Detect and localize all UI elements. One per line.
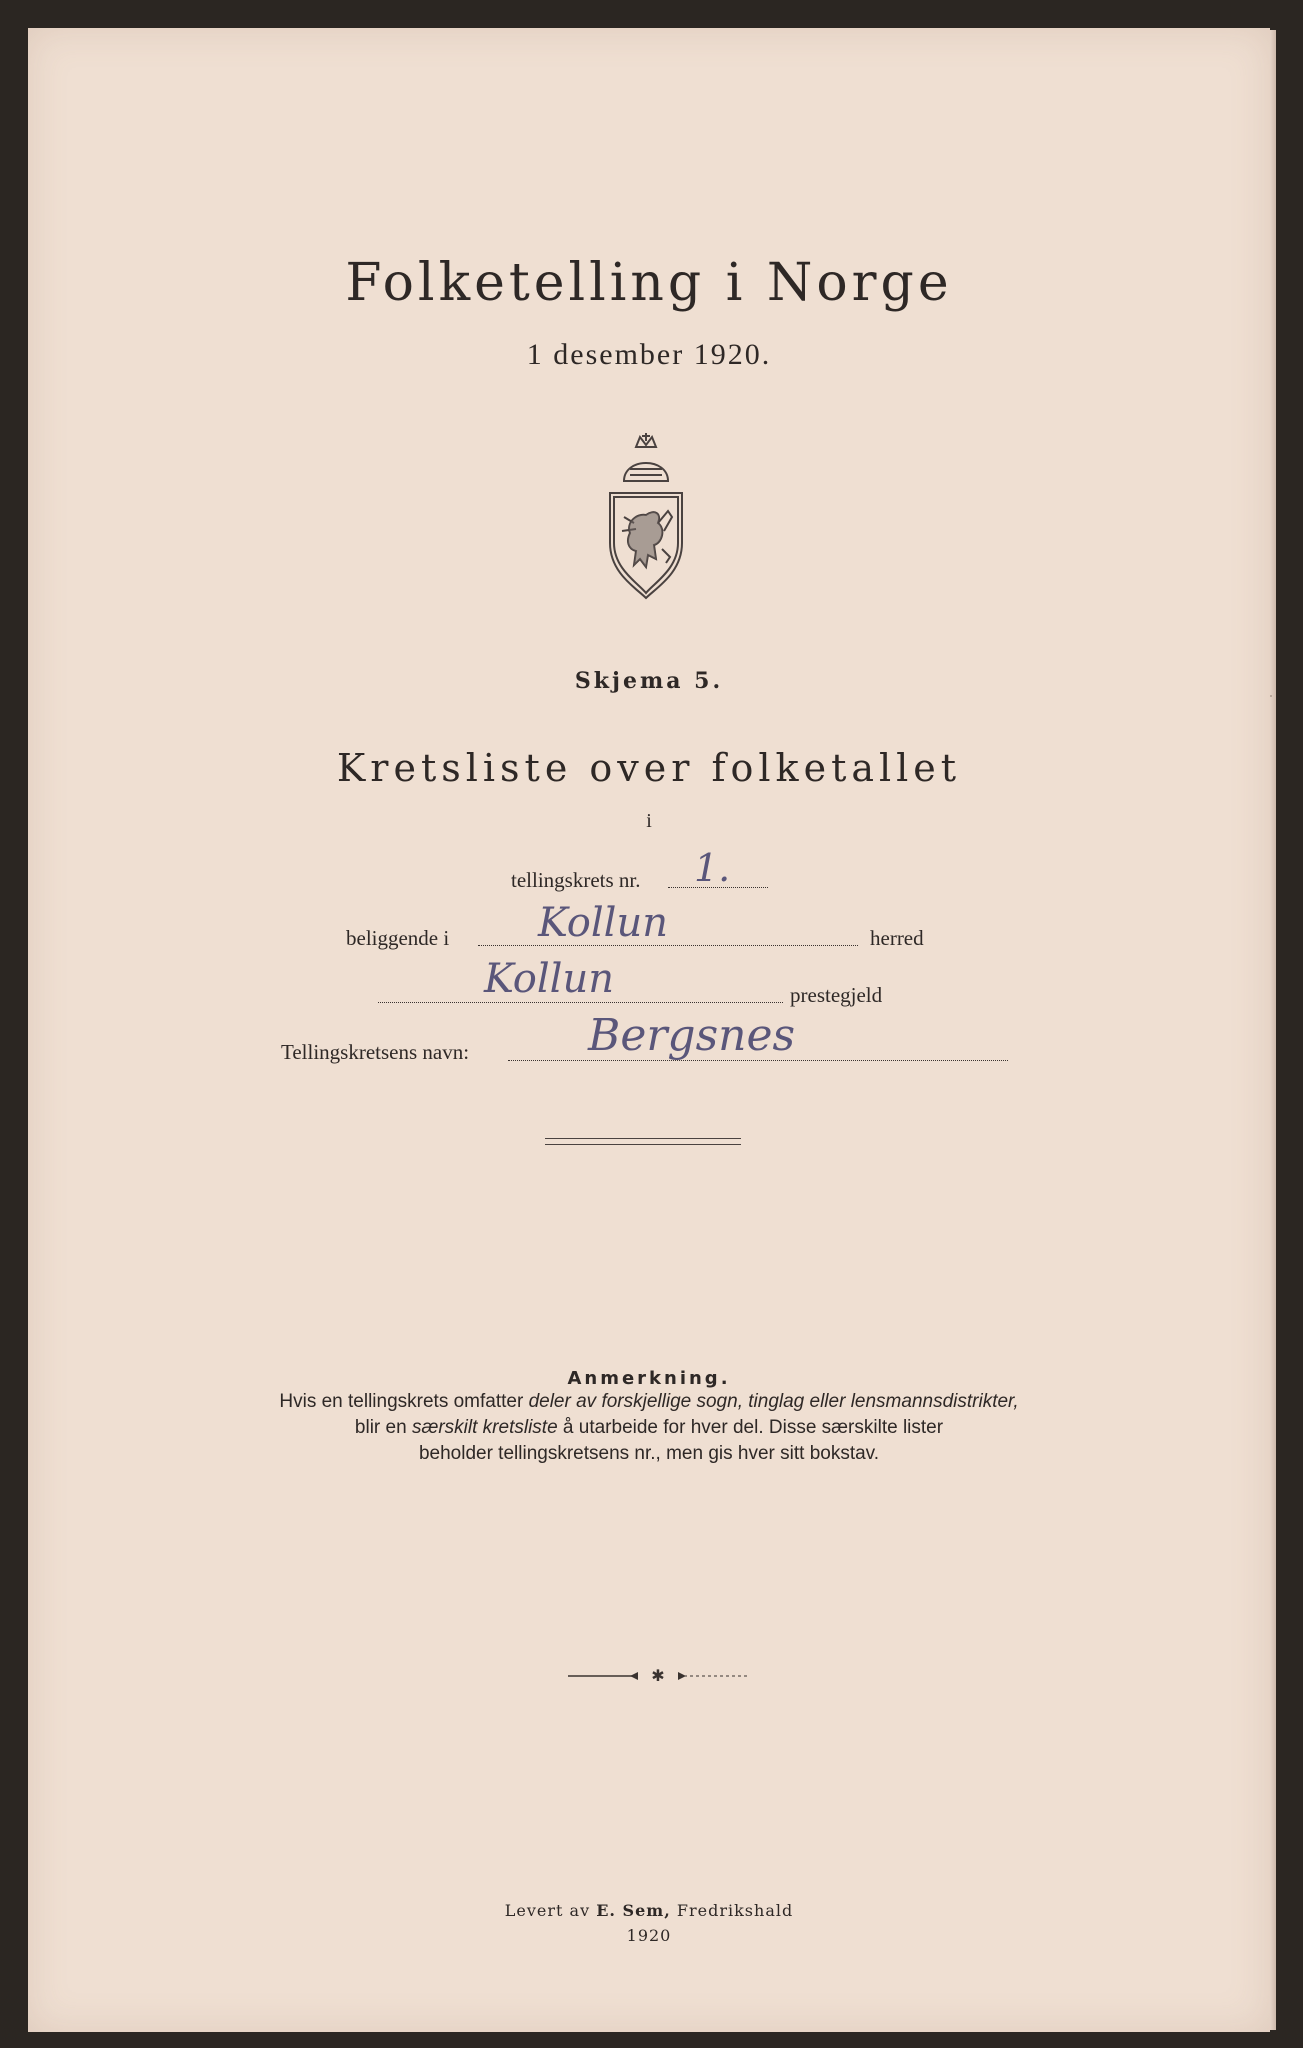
remark-text: Hvis en tellingskrets omfatter <box>279 1391 529 1412</box>
remark-text: blir en <box>354 1417 412 1438</box>
parish-line <box>378 1002 783 1003</box>
municipality-suffix: herred <box>870 926 924 950</box>
norwegian-lion-coat-of-arms-icon <box>596 433 696 603</box>
remark-title: Anmerkning. <box>567 1368 731 1389</box>
printer-credit <box>28 1901 1270 1920</box>
remark-line-3: beholder tellingskretsens nr., men gis hver sitt bokstav. <box>418 1443 880 1464</box>
parish-suffix: prestegjeld <box>790 983 883 1007</box>
municipality-line <box>478 945 858 946</box>
district-number-handwritten: 1. <box>694 846 731 890</box>
divider-rule-top <box>545 1138 741 1139</box>
remark-line-1 <box>28 1391 1270 1413</box>
parish-handwritten: Kollun <box>484 956 614 1002</box>
municipality-handwritten: Kollun <box>538 900 668 946</box>
district-name-handwritten: Bergsnes <box>588 1010 796 1061</box>
remark-text: å utarbeide for hver del. Disse særskilte lister <box>557 1417 944 1438</box>
printer-year: 1920 <box>626 1926 672 1945</box>
divider-rule-bottom <box>545 1144 741 1145</box>
page-title: Folketelling i Norge <box>345 253 953 313</box>
schema-number: Skjema 5. <box>574 668 724 694</box>
district-name-label: Tellingskretsens navn: <box>281 1040 470 1064</box>
printer-name: E. Sem, <box>596 1901 671 1920</box>
remark-emphasis: deler av forskjellige sogn, tinglag eller lensmannsdistrikter, <box>528 1391 1019 1412</box>
printer-prefix: Levert av <box>504 1901 597 1920</box>
district-number-label: tellingskrets nr. <box>511 868 641 892</box>
connector-word: i <box>646 810 652 832</box>
svg-text:✱: ✱ <box>651 1668 665 1684</box>
remark-emphasis: særskilt kretsliste <box>411 1417 558 1438</box>
remark-line-2 <box>28 1417 1270 1439</box>
located-in-label: beliggende i <box>346 926 450 950</box>
ornament-divider-icon <box>568 1668 748 1684</box>
census-form-sheet <box>28 28 1270 2032</box>
census-date: 1 desember 1920. <box>526 338 772 371</box>
printer-place: Fredrikshald <box>670 1901 794 1920</box>
form-heading: Kretsliste over folketallet <box>336 746 962 790</box>
